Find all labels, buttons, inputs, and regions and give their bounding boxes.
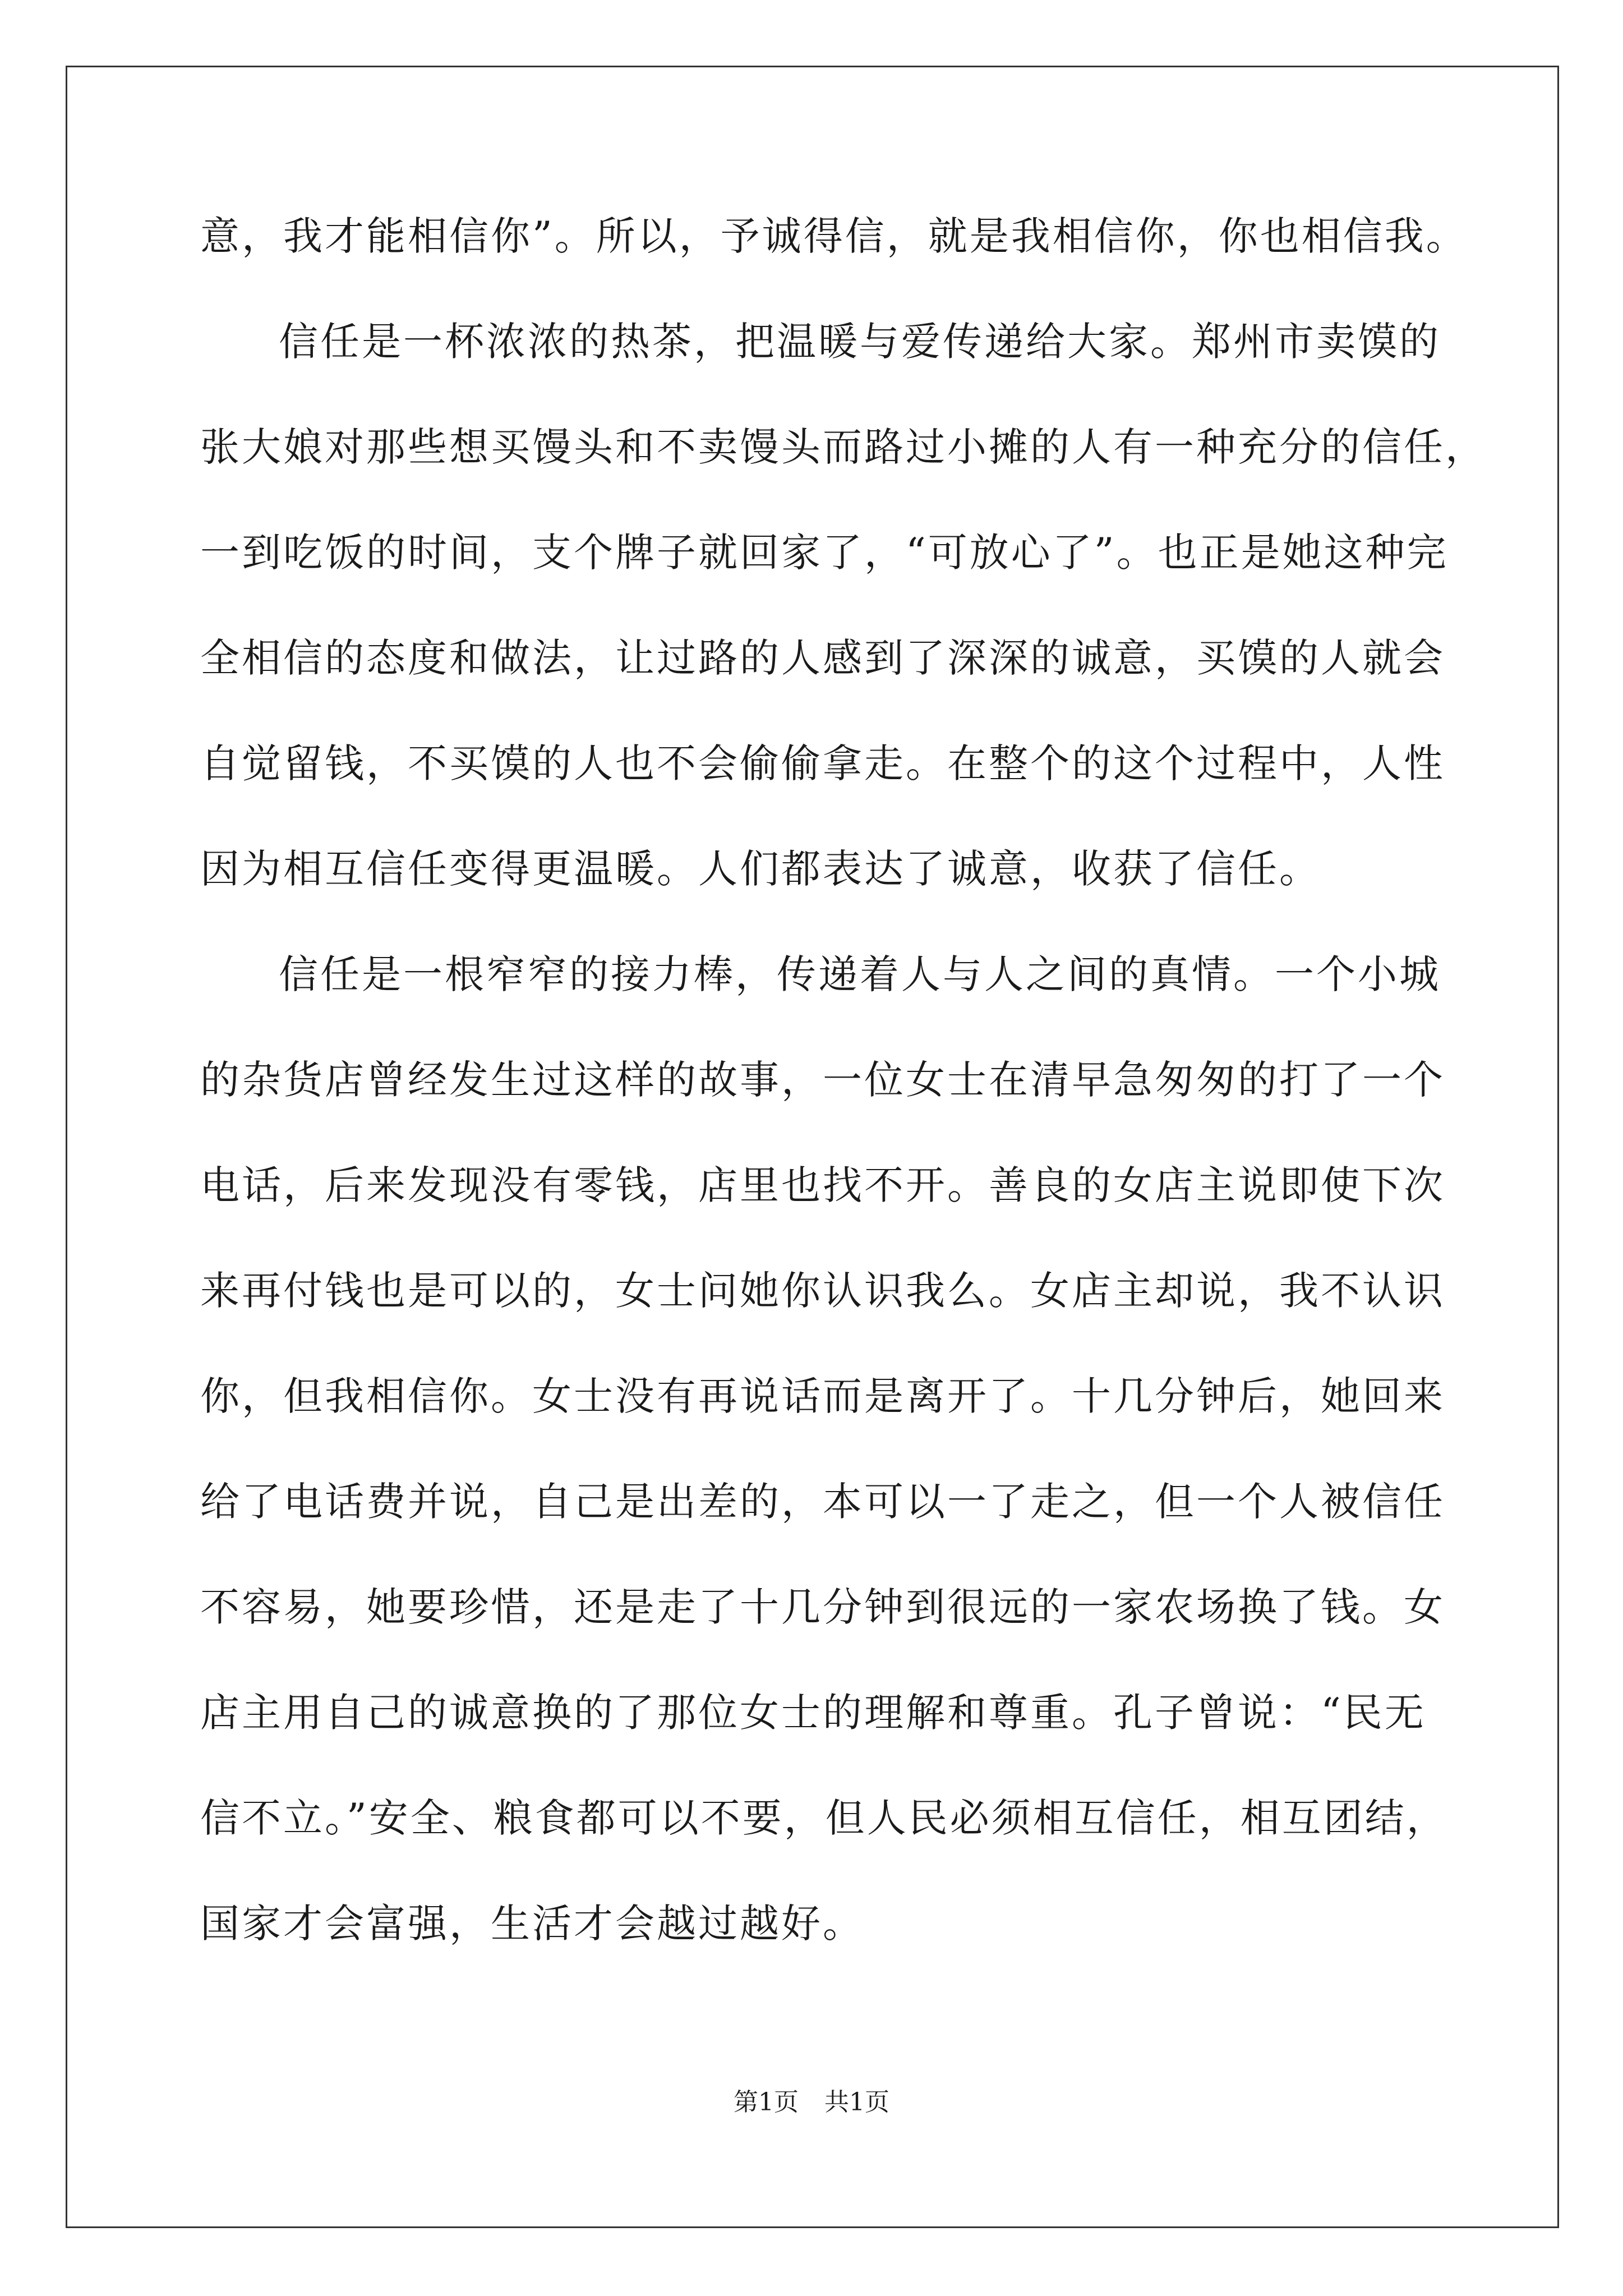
text-line: 电话，后来发现没有零钱，店里也找不开。善良的女店主说即使下次 xyxy=(200,1162,1445,1208)
text-line: 意，我才能相信你”。所以，予诚得信，就是我相信你，你也相信我。 xyxy=(200,213,1468,259)
text-line: 的杂货店曾经发生过这样的故事，一位女士在清早急匆匆的打了一个 xyxy=(200,1057,1445,1103)
text-line: 店主用自己的诚意换的了那位女士的理解和尊重。孔子曾说：“民无 xyxy=(200,1690,1426,1736)
text-line: 自觉留钱，不买馍的人也不会偷偷拿走。在整个的这个过程中，人性 xyxy=(200,740,1445,786)
text-line: 信不立。”安全、粮食都可以不要，但人民必须相互信任，相互团结， xyxy=(200,1795,1448,1841)
text-line: 给了电话费并说，自己是出差的，本可以一了走之，但一个人被信任 xyxy=(200,1479,1445,1525)
paragraph-first-line: 信任是一杯浓浓的热茶，把温暖与爱传递给大家。郑州市卖馍的 xyxy=(279,319,1441,365)
text-line: 不容易，她要珍惜，还是走了十几分钟到很远的一家农场换了钱。女 xyxy=(200,1584,1445,1630)
page-footer xyxy=(0,2087,1623,2118)
page-number: 第1页 xyxy=(734,2088,799,2116)
text-line: 张大娘对那些想买馒头和不卖馒头而路过小摊的人有一种充分的信任， xyxy=(200,424,1487,470)
text-line: 一到吃饭的时间，支个牌子就回家了，“可放心了”。也正是她这种完 xyxy=(200,530,1449,576)
text-line: 你，但我相信你。女士没有再说话而是离开了。十几分钟后，她回来 xyxy=(200,1373,1445,1419)
text-line: 因为相互信任变得更温暖。人们都表达了诚意，收获了信任。 xyxy=(200,846,1321,892)
text-line: 国家才会富强，生活才会越过越好。 xyxy=(200,1901,864,1947)
text-line: 全相信的态度和做法，让过路的人感到了深深的诚意，买馍的人就会 xyxy=(200,635,1445,681)
text-line: 来再付钱也是可以的，女士问她你认识我么。女店主却说，我不认识 xyxy=(200,1268,1445,1314)
paragraph-first-line: 信任是一根窄窄的接力棒，传递着人与人之间的真情。一个小城 xyxy=(279,951,1441,997)
page-total: 共1页 xyxy=(824,2088,889,2116)
